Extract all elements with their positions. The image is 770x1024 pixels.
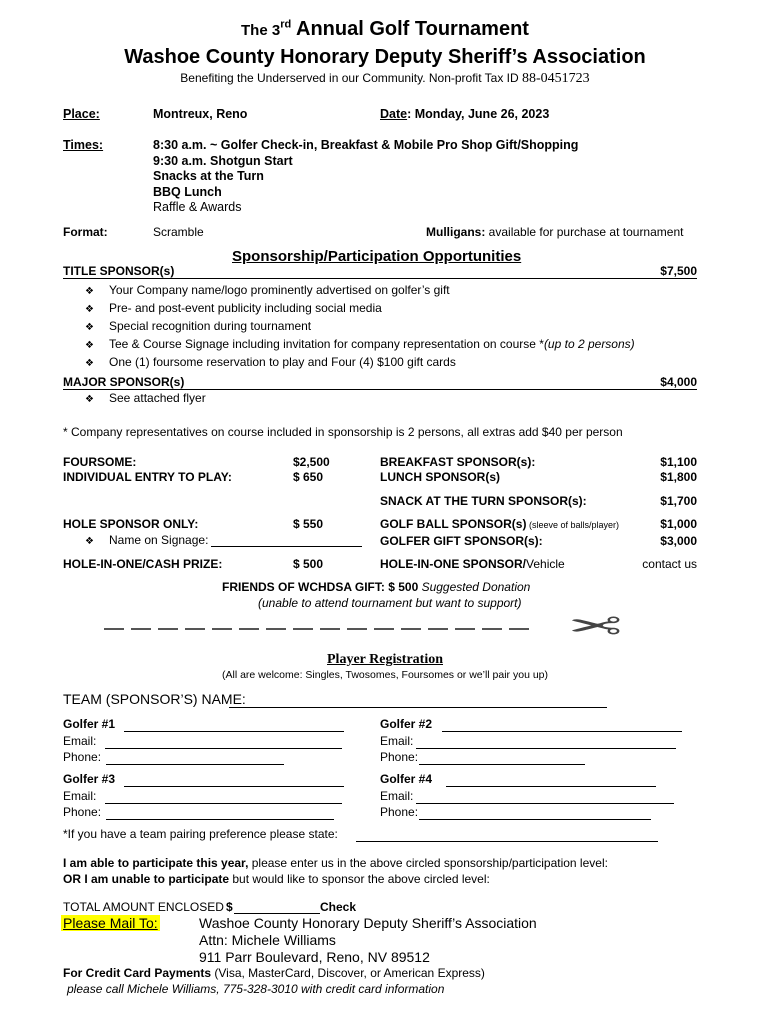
- golf-ball-note: (sleeve of balls/player): [526, 520, 619, 530]
- hio-cash-price: $ 500: [293, 557, 324, 571]
- times-label: Times:: [63, 138, 104, 152]
- total-dollar: $: [226, 900, 233, 914]
- major-sponsor-rule: [63, 389, 697, 390]
- cut-dash: [509, 628, 529, 630]
- golfer-2-name-line[interactable]: [442, 731, 682, 732]
- format-value: Scramble: [153, 225, 204, 239]
- golfer-2-email-label: Email:: [380, 734, 414, 748]
- mail-line-3: 911 Parr Boulevard, Reno, NV 89512: [199, 949, 430, 965]
- unable-line: [63, 872, 490, 886]
- date-field: [380, 107, 549, 121]
- golfer-3-email-line[interactable]: [105, 803, 342, 804]
- diamond-bullet-icon: ❖: [85, 304, 94, 315]
- title-pre: The 3: [241, 22, 281, 39]
- golfer-3-label: Golfer #3: [63, 772, 116, 786]
- hole-sponsor-label: HOLE SPONSOR ONLY:: [63, 517, 199, 531]
- able-rest: please enter us in the above circled sponsorship/participation level:: [248, 856, 608, 870]
- format-label: Format:: [63, 225, 108, 239]
- golf-ball-label: GOLF BALL SPONSOR(s): [380, 517, 527, 531]
- cut-dash: [104, 628, 124, 630]
- cc-rest: (Visa, MasterCard, Discover, or American Express): [211, 966, 485, 980]
- friends-gift: [222, 580, 530, 594]
- golfer-4-phone-label: Phone:: [380, 805, 419, 819]
- cut-dash: [131, 628, 151, 630]
- hio-sponsor-label: HOLE-IN-ONE SPONSOR/: [380, 557, 527, 571]
- golfer-4-name-line[interactable]: [446, 786, 656, 787]
- sponsorship-note: * Company representatives on course included in sponsorship is 2 persons, all extras add $40 per person: [63, 425, 623, 439]
- cut-dash: [374, 628, 394, 630]
- friends-sub: (unable to attend tournament but want to support): [258, 596, 522, 610]
- major-sponsor-price: $4,000: [660, 375, 697, 389]
- tagline-text: Benefiting the Underserved in our Community. Non-profit Tax ID: [180, 71, 523, 85]
- pairing-input-line[interactable]: [356, 841, 658, 842]
- breakfast-label: BREAKFAST SPONSOR(s):: [380, 455, 536, 469]
- date-value: : Monday, June 26, 2023: [407, 107, 550, 121]
- registration-sub: (All are welcome: Singles, Twosomes, Foursomes or we’ll pair you up): [221, 669, 548, 681]
- title-bullet-4: ❖ Tee & Course Signage including invitation for company representation on course *(up to 2 persons): [85, 337, 635, 351]
- diamond-bullet-icon: ❖: [85, 358, 94, 369]
- cut-dash: [266, 628, 286, 630]
- golfer-4-phone-line[interactable]: [419, 819, 651, 820]
- snack-label: SNACK AT THE TURN SPONSOR(s):: [380, 494, 587, 508]
- unable-bold: OR I am unable to participate: [63, 872, 230, 886]
- title-bullet-2: ❖ Pre- and post-event publicity including social media: [85, 301, 382, 315]
- team-name-label: TEAM (SPONSOR’S) NAME:: [63, 691, 246, 707]
- diamond-bullet-icon: ❖: [85, 340, 94, 351]
- golfer-2-phone-line[interactable]: [419, 764, 585, 765]
- friends-label: FRIENDS OF WCHDSA GIFT: $ 500: [222, 580, 422, 594]
- lunch-label: LUNCH SPONSOR(s): [380, 470, 501, 484]
- title-bullet-5: ❖ One (1) foursome reservation to play and Four (4) $100 gift cards: [85, 355, 456, 369]
- tax-id: 88-0451723: [522, 71, 590, 86]
- able-line: [63, 856, 608, 870]
- total-label: TOTAL AMOUNT ENCLOSED: [63, 900, 224, 914]
- diamond-bullet-icon: ❖: [85, 536, 94, 547]
- cut-dash: [428, 628, 448, 630]
- golfer-4-email-line[interactable]: [416, 803, 674, 804]
- cut-dash: [482, 628, 502, 630]
- cc-bold: For Credit Card Payments: [63, 966, 212, 980]
- golfer-3-email-label: Email:: [63, 789, 97, 803]
- title-bullet-3: ❖ Special recognition during tournament: [85, 319, 312, 333]
- golfer-3-name-line[interactable]: [124, 786, 344, 787]
- golfer-3-phone-label: Phone:: [63, 805, 102, 819]
- golfer-2-label: Golfer #2: [380, 717, 433, 731]
- signage-field: [85, 533, 208, 547]
- cut-dash: [239, 628, 259, 630]
- golfer-gift-price: $3,000: [660, 534, 697, 548]
- total-input-line[interactable]: [234, 913, 320, 914]
- place-value: Montreux, Reno: [153, 107, 248, 121]
- credit-card-call: please call Michele Williams, 775-328-3010 with credit card information: [67, 982, 445, 996]
- signage-label: Name on Signage:: [109, 533, 209, 547]
- mulligans-value: available for purchase at tournament: [485, 225, 684, 239]
- title-bullet-1: ❖ Your Company name/logo prominently advertised on golfer’s gift: [85, 283, 450, 297]
- snack-price: $1,700: [660, 494, 697, 508]
- mail-label: Please Mail To:: [63, 915, 158, 931]
- able-bold: I am able to participate this year,: [63, 856, 249, 870]
- mail-line-1: Washoe County Honorary Deputy Sheriff’s Association: [199, 915, 537, 931]
- hio-cash-label: HOLE-IN-ONE/CASH PRIZE:: [63, 557, 223, 571]
- signage-input-line[interactable]: [211, 546, 362, 547]
- cut-dash: [185, 628, 205, 630]
- golf-ball-price: $1,000: [660, 517, 697, 531]
- foursome-label: FOURSOME:: [63, 455, 137, 469]
- golfer-1-name-line[interactable]: [124, 731, 344, 732]
- times-line-1: 8:30 a.m. ~ Golfer Check-in, Breakfast & Mobile Pro Shop Gift/Shopping: [153, 138, 579, 152]
- diamond-bullet-icon: ❖: [85, 394, 94, 405]
- tagline: [0, 71, 770, 87]
- hio-sponsor-price: contact us: [642, 557, 697, 571]
- title-bullet-note: (up to 2 persons): [543, 337, 635, 351]
- title-sponsor-rule: [63, 278, 697, 279]
- golfer-3-phone-line[interactable]: [106, 819, 334, 820]
- golfer-1-email-label: Email:: [63, 734, 97, 748]
- sponsorship-heading: Sponsorship/Participation Opportunities: [232, 248, 522, 265]
- cut-dash: [293, 628, 313, 630]
- mail-line-2: Attn: Michele Williams: [199, 932, 336, 948]
- page-subtitle: Washoe County Honorary Deputy Sheriff’s Association: [124, 46, 646, 68]
- mulligans-label: Mulligans:: [426, 225, 486, 239]
- total-check: Check: [320, 900, 357, 914]
- cut-dash: [455, 628, 475, 630]
- major-bullet: ❖ See attached flyer: [85, 391, 206, 405]
- golfer-gift-label: GOLFER GIFT SPONSOR(s):: [380, 534, 543, 548]
- pairing-note: *If you have a team pairing preference please state:: [63, 827, 338, 841]
- golfer-1-phone-line[interactable]: [106, 764, 284, 765]
- mulligans: [426, 225, 683, 239]
- golfer-1-phone-label: Phone:: [63, 750, 102, 764]
- registration-heading: Player Registration: [327, 652, 443, 667]
- golfer-4-email-label: Email:: [380, 789, 414, 803]
- cut-dash: [212, 628, 232, 630]
- individual-label: INDIVIDUAL ENTRY TO PLAY:: [63, 470, 232, 484]
- golfer-2-phone-label: Phone:: [380, 750, 419, 764]
- date-label: Date: [380, 107, 408, 121]
- times-line-4: BBQ Lunch: [153, 185, 222, 199]
- individual-price: $ 650: [293, 470, 324, 484]
- cut-dash: [401, 628, 421, 630]
- golfer-4-label: Golfer #4: [380, 772, 433, 786]
- place-label: Place:: [63, 107, 100, 121]
- cut-dash: [347, 628, 367, 630]
- credit-card-line: [63, 966, 485, 980]
- cut-dash: [320, 628, 340, 630]
- cut-dash: [158, 628, 178, 630]
- scissors-icon: ✂: [568, 604, 622, 650]
- friends-note: Suggested Donation: [421, 580, 531, 594]
- hio-sponsor: [380, 557, 565, 571]
- title-sponsor-label: TITLE SPONSOR(s): [63, 264, 175, 278]
- golfer-1-email-line[interactable]: [105, 748, 342, 749]
- foursome-price: $2,500: [293, 455, 330, 469]
- major-sponsor-label: MAJOR SPONSOR(s): [63, 375, 185, 389]
- title-sponsor-price: $7,500: [660, 264, 697, 278]
- unable-rest: but would like to sponsor the above circled level:: [229, 872, 490, 886]
- title-post: Annual Golf Tournament: [291, 18, 529, 40]
- times-line-5: Raffle & Awards: [153, 200, 242, 214]
- title-sup: rd: [280, 18, 292, 31]
- golfer-2-email-line[interactable]: [416, 748, 676, 749]
- diamond-bullet-icon: ❖: [85, 286, 94, 297]
- lunch-price: $1,800: [660, 470, 697, 484]
- team-name-input-line[interactable]: [229, 707, 607, 708]
- page-title: [0, 18, 770, 41]
- hio-sponsor-suffix: Vehicle: [526, 557, 565, 571]
- golfer-1-label: Golfer #1: [63, 717, 116, 731]
- golf-ball-field: [380, 517, 619, 531]
- times-line-2: 9:30 a.m. Shotgun Start: [153, 154, 293, 168]
- times-line-3: Snacks at the Turn: [153, 169, 264, 183]
- breakfast-price: $1,100: [660, 455, 697, 469]
- diamond-bullet-icon: ❖: [85, 322, 94, 333]
- hole-sponsor-price: $ 550: [293, 517, 324, 531]
